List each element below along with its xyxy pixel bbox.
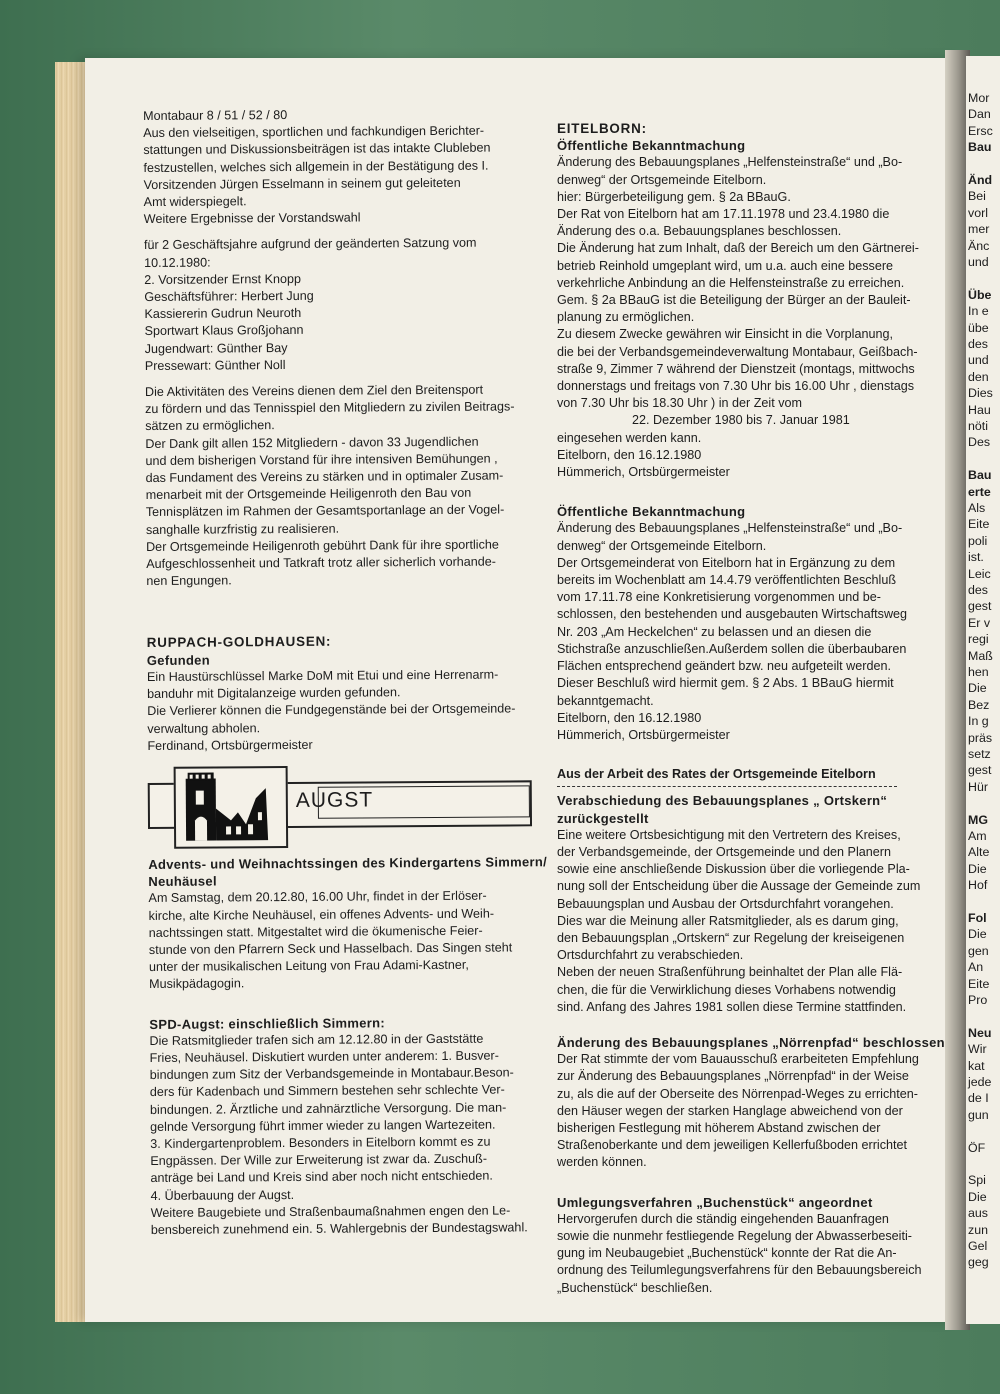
- bekanntmachung-1-heading: Öffentliche Bekanntmachung: [557, 138, 746, 154]
- text-line: 4. Überbauung der Augst.: [150, 1187, 295, 1203]
- next-page-line: Bei: [968, 189, 986, 204]
- next-page-line: jede: [968, 1075, 992, 1089]
- text-line: Montabaur 8 / 51 / 52 / 80: [143, 107, 288, 123]
- text-line: Aus den vielseitigen, sportlichen und fachkundigen Berichter-: [143, 123, 485, 141]
- text-line: ders für Kadenbach und Simmern bestehen sehr schlechte Ver-: [149, 1082, 505, 1100]
- bekanntmachung-2-paragraph: [557, 520, 945, 744]
- text-line: hier: Bürgerbeteiligung gem. § 2a BBauG.: [557, 189, 791, 204]
- text-line: Ortsdurchfahrt zu verabschieden.: [557, 948, 744, 963]
- text-line: den Häuser wegen der starken Hanglage abweichend von der: [557, 1103, 903, 1118]
- eitelborn-heading: EITELBORN:: [557, 121, 647, 136]
- next-page-line: gun: [968, 1107, 989, 1122]
- buchenstueck-paragraph: [557, 1211, 945, 1297]
- text-line: festzustellen, welches sich allgemein in der Bestätigung des I.: [143, 158, 489, 175]
- text-line: Die Aktivitäten des Vereins dienen dem Ziel den Breitensport: [144, 382, 484, 400]
- next-page-line: und: [968, 353, 989, 368]
- dashed-divider: [557, 786, 897, 787]
- text-line: planung zu ermöglichen.: [557, 310, 695, 325]
- next-page-line: präs: [968, 730, 993, 745]
- text-line: Amt widerspiegelt.: [143, 194, 247, 210]
- ortskern-heading: [557, 792, 945, 826]
- text-line: Engpässen. Der Wille zur Erweiterung ist zwar da. Zuschuß-: [150, 1151, 488, 1169]
- text-line: Zu diesem Zwecke gewähren wir Einsicht in die Vorplanung,: [557, 327, 894, 342]
- next-page-line: Spi: [968, 1173, 986, 1188]
- text-line: Jugendwart: Günther Bay: [144, 340, 288, 356]
- next-page-line: den: [968, 369, 989, 384]
- text-line: kirche, alte Kirche Neuhäusel, ein offenes Advents- und Weih-: [148, 906, 495, 923]
- noerrenpfad-paragraph: [557, 1051, 945, 1171]
- next-page-line: Als: [968, 501, 986, 515]
- text-line: Die Verlierer können die Fundgegenstände bei der Ortsgemeinde-: [147, 701, 516, 719]
- noerrenpfad-heading: Änderung des Bebauungsplanes „Nörrenpfad“ beschlossen: [557, 1034, 945, 1050]
- text-line: Dies war die Meinung aller Ratsmitglieder, als es darum ging,: [557, 913, 899, 928]
- castle-ruin-icon: [176, 768, 287, 847]
- text-line: für 2 Geschäftsjahre aufgrund der geänderten Satzung vom: [143, 236, 477, 253]
- text-line: Der Rat stimmte der vom Bauausschuß erarbeiteten Empfehlung: [557, 1052, 919, 1067]
- text-line: der Verbandsgemeinde, der Ortsgemeinde und den Planern: [557, 844, 891, 859]
- advent-heading: [148, 853, 547, 890]
- next-page-line: Die: [968, 681, 987, 696]
- text-line: Hümmerich, Ortsbürgermeister: [557, 465, 730, 480]
- spd-paragraph: [149, 1030, 549, 1239]
- text-line: Verabschiedung des Bebauungsplanes „ Ortskern“: [557, 793, 888, 809]
- text-line: 2. Vorsitzender Ernst Knopp: [144, 271, 302, 287]
- text-line: chen, die für die Verwirklichung dieses Vorhabens notwendig: [557, 982, 896, 997]
- text-line: Dieser Beschluß wird hiermit gem. § 2 Abs. 1 BBauG hiermit: [557, 676, 894, 691]
- next-page-line: Neu: [968, 1025, 992, 1040]
- text-line: gung im Neubaugebiet „Buchenstück“ konnte der Rat die An-: [557, 1246, 897, 1261]
- text-line: Änderung des Bebauungsplanes „Helfensteinstraße“ und „Bo-: [557, 155, 903, 170]
- next-page-line: Am: [968, 829, 987, 843]
- next-page-line: Hau: [968, 402, 991, 417]
- next-page-line: des: [968, 337, 988, 351]
- next-page-line: ÖF: [968, 1140, 986, 1155]
- next-page-fragment: [966, 56, 1000, 1324]
- next-page-line: Des: [968, 435, 991, 450]
- text-line: Bebauungsplan und Ausbau der Ortsdurchfahrt vorangehen.: [557, 896, 894, 911]
- gefunden-paragraph: [147, 666, 546, 755]
- text-line: Kassiererin Gudrun Neuroth: [144, 306, 302, 322]
- text-line: sind. Anfang des Jahres 1981 sollen diese Termine stattfinden.: [557, 999, 907, 1014]
- text-line: den Bebauungsplan „Ortskern“ zur Regelung der kreiseigenen: [557, 930, 905, 945]
- text-line: Weitere Ergebnisse der Vorstandswahl: [143, 210, 361, 227]
- next-page-line: aus: [968, 1206, 988, 1221]
- next-page-line: Ersc: [968, 123, 993, 138]
- text-line: nachtssingen statt. Mitgestaltet wird die ökumenische Feier-: [148, 923, 483, 940]
- bekanntmachung-2-heading: Öffentliche Bekanntmachung: [557, 504, 746, 520]
- text-line: „Buchenstück“ beschließen.: [557, 1280, 713, 1295]
- next-page-line: In e: [968, 304, 989, 319]
- next-page-line: gen: [968, 943, 989, 958]
- text-line: Die Ratsmitglieder trafen sich am 12.12.80 in der Gaststätte: [149, 1031, 484, 1048]
- next-page-line: hen: [968, 665, 989, 679]
- bekanntmachung-1-dates: 22. Dezember 1980 bis 7. Januar 1981: [632, 413, 850, 428]
- next-page-line: zun: [968, 1222, 988, 1237]
- next-page-line: nöti: [968, 419, 988, 433]
- text-line: stattungen und Diskussionsbeiträgen ist das intakte Clubleben: [143, 140, 491, 158]
- text-line: bindungen. 2. Ärztliche und zahnärztliche Versorgung. Die man-: [149, 1100, 507, 1117]
- text-line: Flächen entsprechend geändert bzw. neu aufgeteilt werden.: [557, 659, 891, 674]
- text-line: denweg“ der Ortsgemeinde Eitelborn.: [557, 172, 767, 187]
- text-line: Vorsitzenden Jürgen Esselmann in seinem gut geleiteten: [143, 175, 461, 192]
- text-line: Weitere Baugebiete und Straßenbaumaßnahmen engen den Le-: [150, 1203, 511, 1220]
- text-line: Änderung des Bebauungsplanes „Helfensteinstraße“ und „Bo-: [557, 521, 903, 536]
- text-line: Eitelborn, den 16.12.1980: [557, 710, 702, 725]
- montabaur-intro: [143, 105, 543, 228]
- text-line: sätzen zu ermöglichen.: [145, 418, 275, 434]
- next-page-line: Bau: [968, 468, 992, 483]
- rat-heading: Aus der Arbeit des Rates der Ortsgemeinde Eitelborn: [557, 767, 876, 782]
- text-line: Die Änderung hat zum Inhalt, daß der Bereich um den Gärtnerei-: [557, 241, 919, 256]
- text-line: vom 17.11.78 eine Konkretisierung vorgenommen und be-: [557, 590, 881, 605]
- text-line: 3. Kindergartenproblem. Besonders in Eitelborn kommt es zu: [150, 1134, 491, 1151]
- text-line: zu fördern und das Tennisspiel den Mitgliedern zu zivilen Beitrags-: [145, 399, 515, 417]
- text-line: die bei der Verbandsgemeindeverwaltung Montabaur, Geißbach-: [557, 344, 918, 359]
- next-page-line: An: [968, 960, 984, 975]
- text-line: zurückgestellt: [557, 810, 649, 826]
- text-line: Der Dank gilt allen 152 Mitgliedern - davon 33 Jugendlichen: [145, 434, 479, 451]
- text-line: sowie die nunmehr festliegende Regelung der Abwasserbeseiti-: [557, 1228, 912, 1243]
- next-page-line: regi: [968, 632, 989, 647]
- next-page-line: Wir: [968, 1042, 987, 1057]
- text-line: sowie eine anschließende Diskussion über die vorliegende Pla-: [557, 862, 910, 877]
- next-page-line: mer: [968, 222, 990, 237]
- text-line: Aufgeschlossenheit und Tatkraft trotz aller sicherlich vorhande-: [146, 554, 497, 572]
- text-line: Der Ortsgemeinderat von Eitelborn hat in Ergänzung zu dem: [557, 555, 896, 570]
- next-page-line: Die: [968, 861, 987, 876]
- text-line: Hervorgerufen durch die ständig eingehenden Bauanfragen: [557, 1211, 889, 1226]
- text-line: schlossen, den bestehenden und ausgebauten Wirtschaftsweg: [557, 607, 908, 622]
- text-line: Advents- und Weihnachtssingen des Kindergartens Simmern/: [148, 854, 548, 872]
- next-page-line: Dan: [968, 107, 991, 122]
- text-line: betrieb Reinhold umgeplant wird, um u.a. auch eine bessere: [557, 258, 894, 273]
- text-line: Nr. 203 „Am Heckelchen“ zu belassen und an diesen die: [557, 624, 872, 639]
- text-line: bindungen zum Sitz der Verbandsgemeinde in Montabaur.Beson-: [149, 1065, 514, 1083]
- text-line: unter der musikalischen Leitung von Frau Adami-Kastner,: [148, 957, 469, 975]
- text-line: Fries, Neuhäusel. Diskutiert wurden unter anderem: 1. Busver-: [149, 1048, 499, 1065]
- bekanntmachung-1-paragraph: [557, 154, 945, 412]
- text-line: Neuhäusel: [148, 873, 217, 890]
- next-page-line: ist.: [968, 550, 984, 565]
- next-page-line: Die: [968, 927, 987, 942]
- next-page-line: Übe: [968, 287, 992, 302]
- next-page-line: Mor: [968, 91, 990, 105]
- text-line: werden können.: [557, 1155, 647, 1170]
- next-page-line: vorl: [968, 205, 988, 220]
- next-page-line: Eite: [968, 976, 990, 991]
- next-page-line: Leic: [968, 566, 991, 581]
- next-page-line: Bez: [968, 697, 990, 712]
- next-page-line: und: [968, 255, 989, 269]
- text-line: straße 9, Zimmer 7 während der Dienstzeit (montags, mittwochs: [557, 361, 915, 376]
- ruppach-heading: RUPPACH-GOLDHAUSEN:: [146, 634, 332, 651]
- text-line: Geschäftsführer: Herbert Jung: [144, 288, 314, 305]
- next-page-line: des: [968, 583, 988, 597]
- next-page-line: übe: [968, 320, 989, 335]
- text-line: Gem. § 2a BBauG ist die Beteiligung der Bürger an der Bauleit-: [557, 293, 911, 308]
- next-page-line: In g: [968, 714, 989, 729]
- text-line: Der Ortsgemeinde Heiligenroth gebührt Dank für ihre sportliche: [146, 537, 499, 554]
- text-line: verkehrliche Anbindung an die Helfensteinstraße zu erreichen.: [557, 275, 905, 290]
- next-page-line: erte: [968, 484, 991, 499]
- text-line: Straßenoberkante und dem jeweiligen Kellerfußboden errichtet: [557, 1138, 908, 1153]
- augst-section-banner: [148, 764, 539, 847]
- text-line: Änderung des o.a. Bebauungsplanes beschlossen.: [557, 224, 842, 239]
- text-line: und dem bisherigen Vorstand für ihre intensiven Bemühungen ,: [145, 451, 498, 468]
- text-line: zur Änderung des Bebauungsplanes „Nörrenpfad“ in der Weise: [557, 1069, 909, 1084]
- next-page-line: Eite: [968, 517, 990, 532]
- next-page-line: Fol: [968, 911, 987, 925]
- ortskern-paragraph: [557, 827, 945, 1016]
- text-line: Eitelborn, den 16.12.1980: [557, 447, 702, 462]
- text-line: bekanntgemacht.: [557, 693, 654, 708]
- next-page-line: Alte: [968, 845, 990, 860]
- right-column: [557, 120, 945, 1297]
- gefunden-heading: Gefunden: [146, 652, 210, 668]
- next-page-line: Hof: [968, 878, 988, 893]
- text-line: banduhr mit Digitalanzeige wurden gefunden.: [147, 685, 401, 702]
- text-line: nen Engungen.: [146, 573, 232, 589]
- text-line: Musikpädagogin.: [149, 976, 245, 992]
- bekanntmachung-1-signature: [557, 430, 945, 482]
- aktivitaeten-paragraph: [145, 381, 545, 590]
- text-line: stunde von den Pfarrern Seck und Hasselbach. Das Singen steht: [148, 940, 513, 957]
- text-line: verwaltung abholen.: [147, 720, 261, 736]
- advent-paragraph: [148, 888, 547, 994]
- text-line: von 7.30 Uhr bis 18.30 Uhr ) in der Zeit vom: [557, 396, 802, 411]
- banner-label: AUGST: [295, 788, 374, 812]
- text-line: das Fundament des Vereins zu stärken und in optimaler Zusam-: [145, 468, 504, 486]
- castle-ruin-logo: [174, 766, 289, 849]
- text-line: bisherigen Festlegung mit höherem Abstand zwischen der: [557, 1120, 881, 1135]
- next-page-line: Hür: [968, 779, 988, 794]
- text-line: anträge bei Land und Kreis sind aber noch nicht entschieden.: [150, 1168, 493, 1186]
- text-line: Stichstraße anzuschließen.Außerdem sollen die überbaubaren: [557, 641, 907, 656]
- text-line: 10.12.1980:: [144, 255, 211, 270]
- spd-heading: SPD-Augst: einschließlich Simmern:: [149, 1014, 386, 1032]
- text-line: eingesehen werden kann.: [557, 430, 702, 445]
- next-page-line: Gel: [968, 1239, 988, 1253]
- text-line: Sportwart Klaus Großjohann: [144, 323, 304, 339]
- next-page-line: gest: [968, 763, 992, 778]
- text-line: Neben der neuen Straßenführung beinhaltet der Plan alle Flä-: [557, 965, 903, 980]
- next-page-line: Dies: [968, 386, 993, 401]
- text-line: Der Rat von Eitelborn hat am 17.11.1978 und 23.4.1980 die: [557, 207, 890, 222]
- next-page-line: Die: [968, 1189, 987, 1204]
- next-page-line: de I: [968, 1091, 989, 1106]
- text-line: gelnde Versorgung führt immer wieder zu langen Wartezeiten.: [150, 1117, 496, 1134]
- text-line: Ferdinand, Ortsbürgermeister: [147, 737, 313, 753]
- text-line: sanghalle kurzfristig zu realisieren.: [145, 521, 340, 537]
- text-line: zu, als die auf der Oberseite des Nörrenpad-Weges zu errichten-: [557, 1086, 918, 1101]
- text-line: bensbereich zunehmend ein. 5. Wahlergebnis der Bundestagswahl.: [150, 1220, 528, 1237]
- next-page-line: Er v: [968, 615, 991, 630]
- text-line: denweg“ der Ortsgemeinde Eitelborn.: [557, 538, 767, 553]
- next-page-line: Änc: [968, 238, 990, 253]
- text-line: bereits im Wochenblatt am 14.4.79 veröffentlichten Beschluß: [557, 573, 897, 588]
- next-page-line: gest: [968, 599, 992, 614]
- next-page-line: Bau: [968, 140, 992, 155]
- text-line: Am Samstag, dem 20.12.80, 16.00 Uhr, findet in der Erlöser-: [148, 888, 487, 906]
- buchenstueck-heading: Umlegungsverfahren „Buchenstück“ angeordnet: [557, 1194, 873, 1210]
- next-page-line: kat: [968, 1058, 985, 1073]
- text-line: Hümmerich, Ortsbürgermeister: [557, 727, 730, 742]
- vorstand-list: [144, 235, 544, 375]
- next-page-line: setz: [968, 747, 991, 761]
- left-column: [143, 105, 550, 1239]
- next-page-line: Maß: [968, 648, 993, 663]
- text-line: Eine weitere Ortsbesichtigung mit den Vertretern des Kreises,: [557, 827, 901, 842]
- text-line: donnerstags und freitags von 7.30 Uhr bis 16.00 Uhr , dienstags: [557, 379, 915, 394]
- next-page-line: MG: [968, 812, 988, 827]
- next-page-line: Änd: [968, 173, 993, 187]
- next-page-line: Pro: [968, 993, 988, 1007]
- text-line: Ein Haustürschlüssel Marke DoM mit Etui und eine Herrenarm-: [146, 667, 499, 684]
- text-line: ordnung des Teilumlegungsverfahrens für den Bebauungsbereich: [557, 1263, 922, 1278]
- text-line: nung soll der Entscheidung über die Aussage der Gemeinde zum: [557, 879, 921, 894]
- next-page-line: geg: [968, 1255, 989, 1270]
- text-line: Pressewart: Günther Noll: [144, 357, 286, 373]
- text-line: menarbeit mit der Ortsgemeinde Heiligenroth den Bau von: [145, 485, 472, 503]
- text-line: Tennisplätzen im Rahmen der Gesamtsportanlage an der Vogel-: [145, 502, 505, 520]
- next-page-line: poli: [968, 533, 988, 548]
